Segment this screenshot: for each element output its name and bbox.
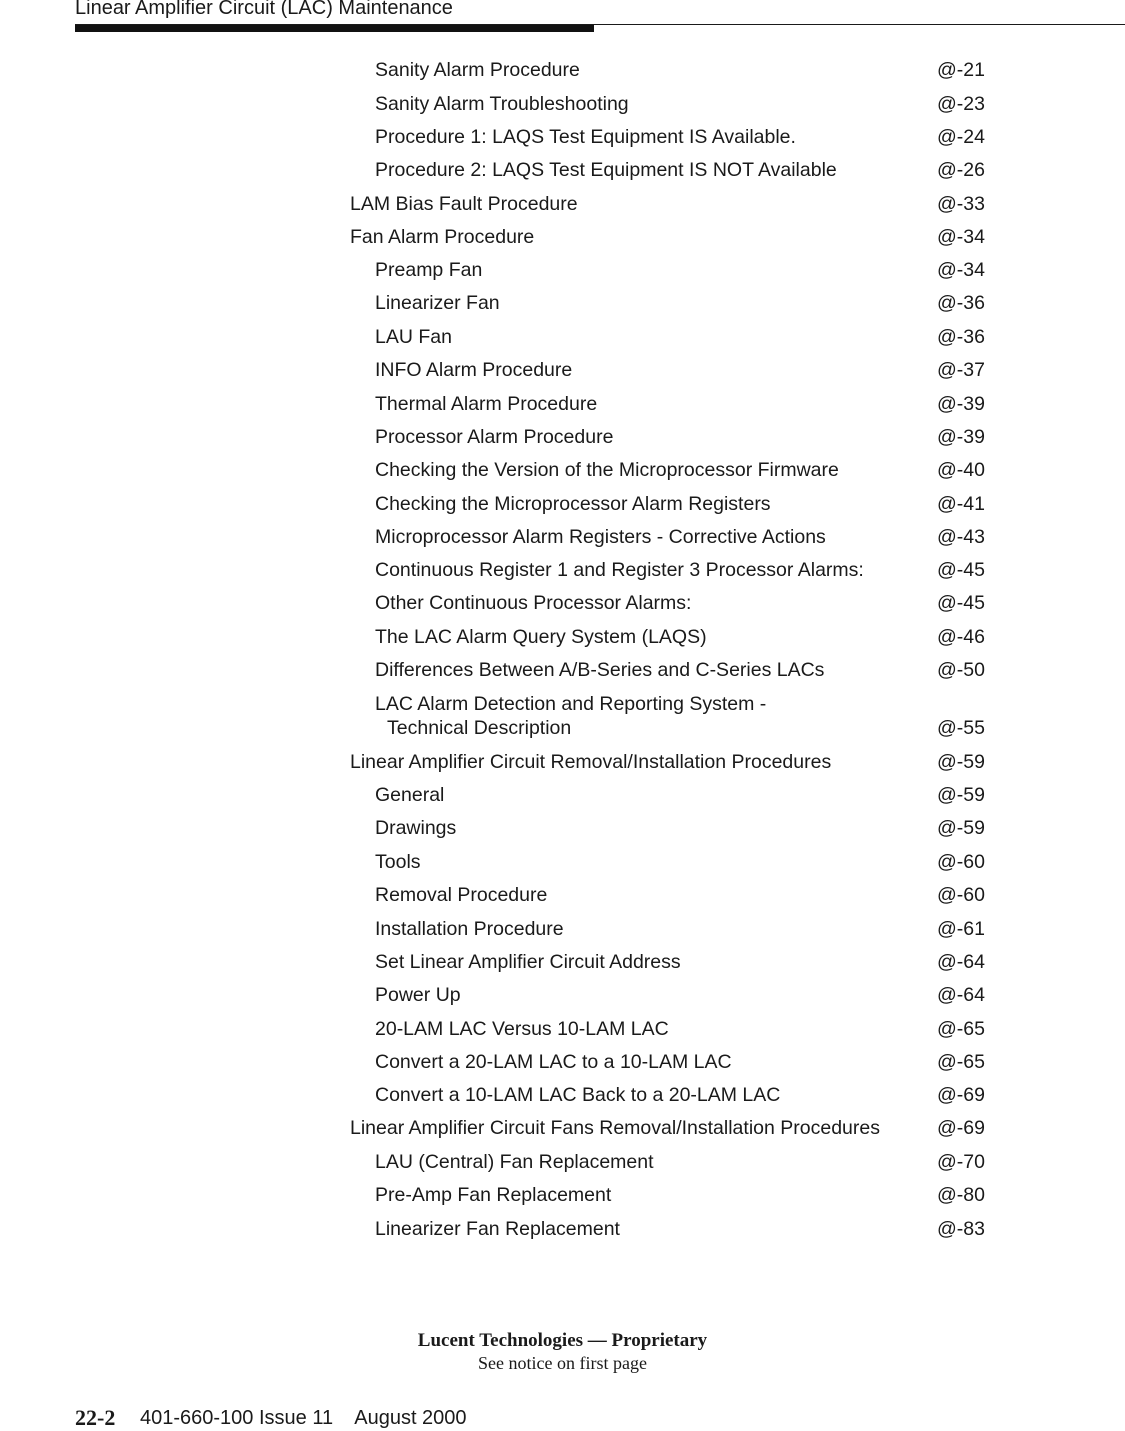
footer-notice: See notice on first page [478,1353,647,1373]
toc-entry-title: Other Continuous Processor Alarms: [375,592,692,614]
footer-company: Lucent Technologies — Proprietary [417,1330,708,1351]
toc-entry-title: Differences Between A/B-Series and C-Series LACs [375,659,825,681]
toc-entry-title: Drawings [375,817,457,839]
toc-entry-page: @-59 [937,784,985,806]
toc-entry-page: @-24 [937,126,985,148]
toc-entry-title: Linear Amplifier Circuit Fans Removal/Installation Procedures [350,1117,880,1139]
toc-entry-page: @-21 [937,59,985,81]
toc-entry-page: @-83 [937,1218,985,1240]
toc-entry-title: Sanity Alarm Procedure [375,59,580,81]
toc-entry-page: @-36 [937,326,985,348]
toc-entry-title: Procedure 1: LAQS Test Equipment IS Available. [375,126,796,148]
toc-entry-page: @-46 [937,626,985,648]
toc-entry-page: @-69 [937,1117,985,1139]
toc-entry-page: @-61 [937,918,985,940]
toc-entry-title: Installation Procedure [375,918,564,940]
toc-entry-page: @-26 [937,159,985,181]
toc-entry-page: @-59 [937,751,985,773]
toc-entry-title: Removal Procedure [375,884,548,906]
toc-entry-page: @-34 [937,259,985,281]
toc-entry-page: @-23 [937,93,985,115]
toc-entry-page: @-43 [937,526,985,548]
toc-entry-title: INFO Alarm Procedure [375,359,573,381]
toc-entry-title: LAC Alarm Detection and Reporting System - [375,693,767,715]
toc-entry-page: @-37 [937,359,985,381]
toc-entry-title: Continuous Register 1 and Register 3 Processor Alarms: [375,559,864,581]
toc-entry-page: @-65 [937,1018,985,1040]
toc-entry-title: Linear Amplifier Circuit Removal/Installation Procedures [350,751,832,773]
toc-entry-title: Processor Alarm Procedure [375,426,614,448]
toc-entry-page: @-36 [937,292,985,314]
toc-entry-page: @-69 [937,1084,985,1106]
toc-entry-title: Linearizer Fan Replacement [375,1218,620,1240]
toc-entry-title: Fan Alarm Procedure [350,226,535,248]
toc-entry-title: Pre-Amp Fan Replacement [375,1184,612,1206]
header-bar [75,25,594,32]
page-number: 22-2 [75,1405,116,1430]
toc-entry-title: Checking the Microprocessor Alarm Registers [375,493,771,515]
toc-entry-title-continuation: Technical Description [387,717,572,739]
toc-entry-title: Microprocessor Alarm Registers - Corrective Actions [375,526,826,548]
toc-entry-title: Procedure 2: LAQS Test Equipment IS NOT Available [375,159,837,181]
toc-entry-title: Checking the Version of the Microprocessor Firmware [375,459,839,481]
toc-entry-page: @-60 [937,884,985,906]
toc-entry-title: 20-LAM LAC Versus 10-LAM LAC [375,1018,669,1040]
toc-entry-title: Convert a 20-LAM LAC to a 10-LAM LAC [375,1051,732,1073]
toc-entry-page: @-39 [937,426,985,448]
toc-entry-page: @-80 [937,1184,985,1206]
toc-entry-title: Tools [375,851,421,873]
toc-entry-page: @-34 [937,226,985,248]
document-id: 401-660-100 Issue 11 August 2000 [140,1407,467,1429]
toc-entry-page: @-65 [937,1051,985,1073]
toc-entry-title: Preamp Fan [375,259,483,281]
toc-entry-title: LAU Fan [375,326,452,348]
toc-entry-page: @-64 [937,984,985,1006]
toc-entry-page: @-64 [937,951,985,973]
toc-entry-page: @-39 [937,393,985,415]
toc-entry-page: @-70 [937,1151,985,1173]
toc-entry-title: LAU (Central) Fan Replacement [375,1151,654,1173]
toc-entry-page: @-45 [937,592,985,614]
toc-entry-page: @-59 [937,817,985,839]
toc-entry-title: Power Up [375,984,461,1006]
toc-entry-title: Convert a 10-LAM LAC Back to a 20-LAM LAC [375,1084,781,1106]
toc-entry-title: Set Linear Amplifier Circuit Address [375,951,681,973]
toc-entry-title: Sanity Alarm Troubleshooting [375,93,629,115]
toc-entry-page: @-41 [937,493,985,515]
toc-entry-page: @-50 [937,659,985,681]
toc-entry-page: @-40 [937,459,985,481]
toc-entry-title: The LAC Alarm Query System (LAQS) [375,626,707,648]
toc-entry-page: @-60 [937,851,985,873]
toc-entry-title: Linearizer Fan [375,292,500,314]
toc-entry-title: Thermal Alarm Procedure [375,393,598,415]
toc-entry-page: @-45 [937,559,985,581]
toc-entry-title: LAM Bias Fault Procedure [350,193,578,215]
toc-entry-title: General [375,784,445,806]
toc-entry-page: @-33 [937,193,985,215]
toc-entry-page: @-55 [937,717,985,739]
running-header: Linear Amplifier Circuit (LAC) Maintenance [75,0,453,19]
